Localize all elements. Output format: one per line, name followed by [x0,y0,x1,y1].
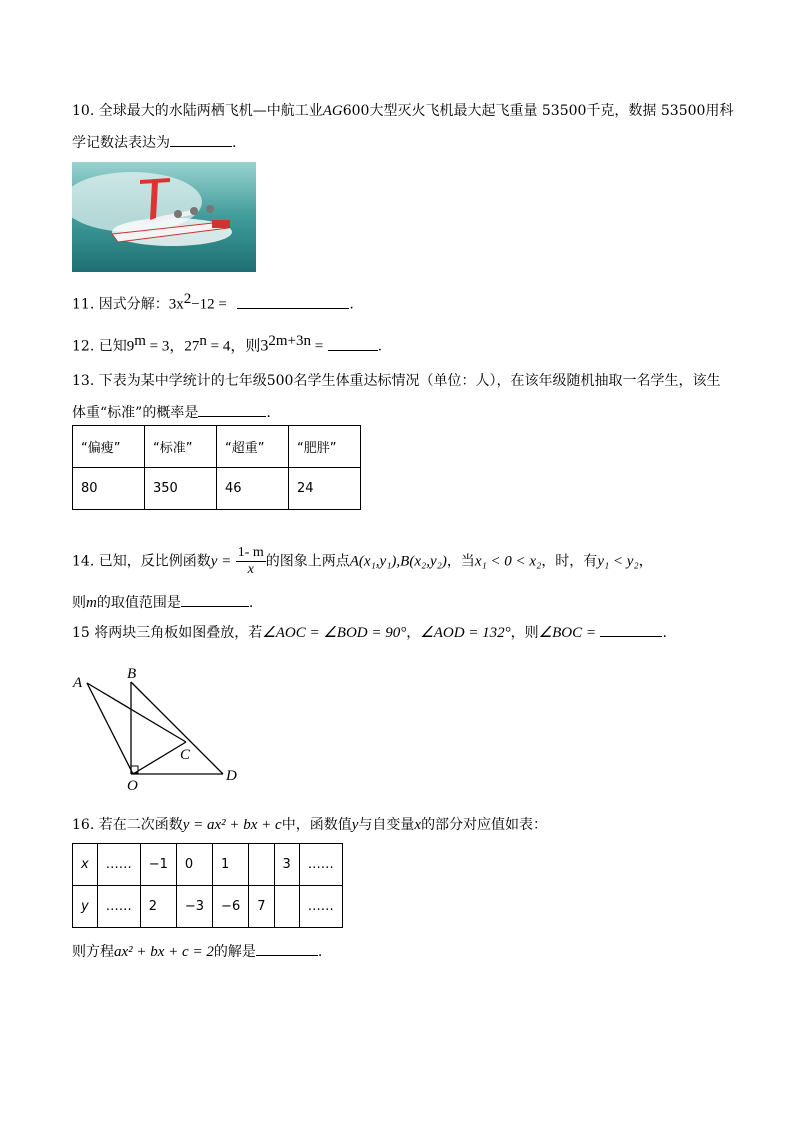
q16-answer-line [72,941,322,961]
q15-condition1: ∠AOC = ∠BOD = 90° [262,625,407,641]
q16-period: . [317,944,323,960]
q13-text-line2: 体重“标准”的概率是 [72,405,199,421]
table-cell: 350 [145,468,217,510]
q11-number: 11. [72,296,95,313]
q14-text-b: 的图象上两点 [265,553,350,570]
table-header: “偏瘦” [73,426,145,468]
label-D: D [226,768,237,784]
q15-number: 15 [72,625,90,641]
table-cell: −3 [176,886,212,928]
table-cell: 2 [140,886,176,928]
q11-exp: 2 [183,291,192,307]
label-C: C [180,747,191,763]
label-B: B [127,666,137,682]
q12-base2: 27 [184,338,200,355]
q16-ans-b: 的解是 [213,944,256,960]
q13-number: 13. [72,373,95,389]
q16-function: y = ax² + bx + c [182,817,282,833]
airplane-image [72,162,256,272]
q16-answer-blank[interactable] [256,943,318,956]
table-header: “标准” [145,426,217,468]
q12-exp3: 2m+3n [268,333,311,349]
q14-fraction [236,545,266,578]
q13-header-row [73,426,361,468]
q12-base3: 3 [260,337,269,355]
q12-base1: 9 [126,338,135,355]
q11-expr-a: 3x [168,296,184,313]
q13-period: . [266,405,271,421]
q13-line1 [72,370,720,390]
q13-text-line1: 下表为某中学统计的七年级500名学生体重达标情况（单位：人），在该年级随机抽取一名学生，该生 [98,373,721,389]
table-cell: −1 [140,844,176,886]
q15 [72,622,667,642]
q14-period: . [248,595,254,611]
q16-text-b: 中，函数值 [281,817,352,833]
q14-text-e: ， [638,553,653,570]
table-cell: x [73,844,98,886]
q15-answer-blank[interactable] [600,624,662,637]
q14-line2-a: 则 [72,595,86,611]
q14-number: 14. [72,553,95,570]
q11-period: . [349,296,354,313]
q12-eq2: = 4，则 [206,338,261,355]
q16-text-d: 的部分对应值如表： [421,817,548,833]
q15-text-a: 将两块三角板如图叠放，若 [94,625,263,641]
table-cell: 3 [274,844,299,886]
q14-line2-b: 的取值范围是 [96,595,181,611]
q10-ag: AG [322,103,343,119]
triangle-diagram [70,662,250,792]
table-cell [249,844,274,886]
q10-text-line2: 学记数法表达为 [72,135,170,151]
fraction-numerator: 1- m [237,545,264,560]
table-header: “肥胖” [289,426,361,468]
q13-answer-blank[interactable] [198,404,266,417]
q12-eq3: = [310,338,324,355]
table-cell: 1 [213,844,249,886]
airplane-photo [72,162,256,272]
q14-text-a: 已知，反比例函数 [98,553,211,570]
q14-line2 [72,592,253,612]
q10-number: 10. [72,103,95,119]
q11-answer-blank[interactable] [237,296,349,309]
q13-value-row [73,468,361,510]
q15-figure [70,662,250,792]
q12-eq1: = 3， [145,338,185,355]
q14-m: m [86,595,97,611]
q10-line2 [72,132,236,152]
q16-text-c: 与自变量 [358,817,415,833]
q11-expr-b: −12 = [191,296,227,313]
q14-y-equals: y = [210,553,232,570]
table-cell: …… [299,886,342,928]
q16-text-a: 若在二次函数 [98,817,183,833]
q12-text-a: 已知 [98,338,127,355]
table-cell: …… [97,886,140,928]
q10-period: . [232,135,237,151]
q16-number: 16. [72,817,95,833]
table-cell: 0 [176,844,212,886]
table-cell: −6 [213,886,249,928]
segment-OC [133,742,186,774]
q16-row-y [73,886,343,928]
fraction-denominator: x [247,562,254,577]
q12-number: 12. [72,338,95,355]
q10-text-b: 600大型灭火飞机最大起飞重量 53500千克，数据 53500用科 [342,103,734,119]
q14-text-d: ，时，有 [541,553,598,570]
table-cell: …… [299,844,342,886]
q12 [72,333,382,356]
q16 [72,814,547,834]
q10-answer-blank[interactable] [170,134,232,147]
table-cell: 80 [73,468,145,510]
q14-points: A(x₁,y₁),B(x₂,y₂) [349,553,447,570]
q11-text: 因式分解： [98,296,169,313]
q15-text-c: ，则 [510,625,539,641]
table-cell: 24 [289,468,361,510]
q16-value-table [72,843,343,928]
q15-period: . [662,625,667,641]
table-cell [274,886,299,928]
q12-answer-blank[interactable] [328,338,378,351]
q10-line1 [72,100,733,120]
table-cell: …… [97,844,140,886]
table-header: “超重” [217,426,289,468]
label-O: O [127,778,138,792]
q16-equation: ax² + bx + c = 2 [114,944,214,960]
q15-condition2: ∠AOD = 132° [420,625,511,641]
q14-condition2: y₁ < y₂ [597,553,639,570]
q16-y: y [351,817,359,833]
q10-text-a: 全球最大的水陆两栖飞机—中航工业 [98,103,323,119]
q14-condition: x₁ < 0 < x₂ [474,553,542,570]
q14-answer-blank[interactable] [181,594,249,607]
q14-text-c: ，当 [446,553,475,570]
table-cell: 7 [249,886,274,928]
q15-text-b: ， [406,625,421,641]
q15-ask: ∠BOC = [538,625,596,641]
q16-row-x [73,844,343,886]
q12-exp1: m [134,333,146,349]
q16-x: x [414,817,422,833]
q16-ans-a: 则方程 [72,944,114,960]
label-A: A [73,675,83,691]
q13-line2 [72,402,271,422]
q13-weight-table [72,425,361,510]
table-cell: y [73,886,98,928]
q11 [72,291,354,314]
q12-period: . [377,338,383,355]
table-cell: 46 [217,468,289,510]
segment-BD [131,682,223,774]
q14-line1 [72,545,653,578]
q12-exp2: n [199,333,207,349]
